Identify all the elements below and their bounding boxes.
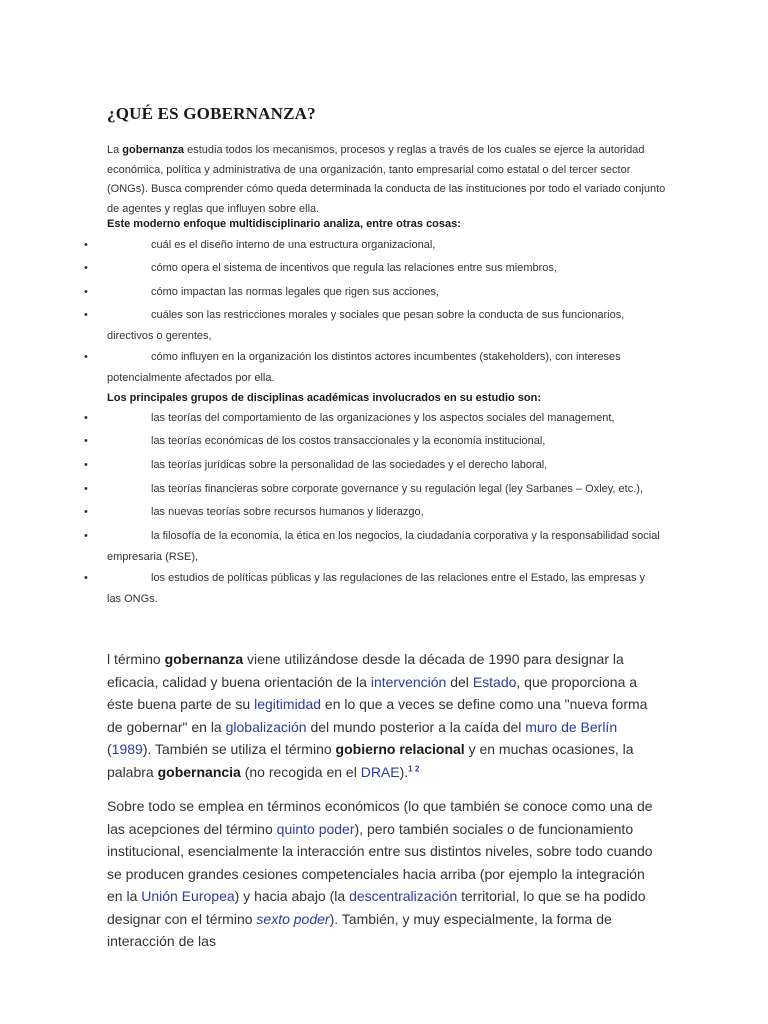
bullet-icon: •: [84, 351, 88, 363]
bullet-icon: •: [84, 572, 88, 584]
list-item: • cuál es el diseño interno de una estructura organizacional,: [0, 235, 768, 256]
bullet-icon: •: [84, 459, 88, 471]
list-item: • las teorías del comportamiento de las organizaciones y los aspectos sociales del management,: [0, 408, 768, 429]
link-drae[interactable]: DRAE: [360, 763, 400, 780]
bullet-icon: •: [84, 530, 88, 542]
bullet-icon: •: [84, 262, 88, 274]
section-heading-enfoque: Este moderno enfoque multidisciplinario analiza, entre otras cosas:: [107, 218, 461, 230]
list-item: • las teorías jurídicas sobre la personalidad de las sociedades y el derecho laboral,: [0, 455, 768, 476]
term-gobernanza: gobernanza: [164, 651, 244, 667]
list-item: • cuáles son las restricciones morales y sociales que pesan sobre la conducta de sus funcionarios, directivos o gerentes,: [0, 305, 768, 346]
link-estado[interactable]: Estado: [472, 673, 517, 690]
list-item: • las teorías financieras sobre corporate governance y su regulación legal (ley Sarbanes – Oxley, etc.),: [0, 479, 768, 500]
link-descentralizacion[interactable]: descentralización: [349, 888, 458, 904]
term-gobernancia: gobernancia: [157, 763, 241, 780]
link-1989[interactable]: 1989: [111, 741, 143, 757]
gobernanza-paragraph: l término gobernanza viene utilizándose desde la década de 1990 para designar la eficacia, calidad y buena orientación de la intervención del Estado, que proporciona a éste buena parte de su legitimidad en lo que a veces se define como una "nueva forma de gobernar" en la globalización del mundo posterior a la caída del muro de Berlín (1989). También se utiliza el término gobierno relacional y en muchas ocasiones, la palabra gobernancia (no recogida en el DRAE).$^{1 2}$: [107, 651, 648, 780]
link-intervencion[interactable]: intervención: [370, 673, 447, 690]
link-muro-de-berlin[interactable]: muro de Berlín: [525, 718, 618, 735]
bullet-icon: •: [84, 506, 88, 518]
list-item: • la filosofía de la economía, la ética en los negocios, la ciudadanía corporativa y la responsabilidad social empresaria (RSE),: [0, 526, 768, 567]
link-union-europea[interactable]: Unión Europea: [141, 888, 235, 904]
bullet-icon: •: [84, 286, 88, 298]
bullet-icon: •: [84, 435, 88, 447]
reference-footnotes[interactable]: 1 2: [408, 763, 420, 773]
bullet-icon: •: [84, 239, 88, 251]
bullet-icon: •: [84, 483, 88, 495]
link-quinto-poder[interactable]: quinto poder: [276, 820, 355, 837]
list-item: • las nuevas teorías sobre recursos humanos y liderazgo,: [0, 502, 768, 523]
link-sexto-poder[interactable]: sexto poder: [256, 910, 330, 927]
intro-paragraph: La gobernanza estudia todos los mecanismos, procesos y reglas a través de los cuales se ejerce la autoridad económica, política y administrativa de una organización, tanto empresarial como estatal o del tercer sector (ONGs). Busca comprender cómo queda determinada la conducta de las instituciones por todo el variado conjunto de agentes y reglas que influyen sobre ella.: [107, 144, 666, 215]
link-globalizacion[interactable]: globalización: [225, 718, 307, 735]
link-legitimidad[interactable]: legitimidad: [254, 696, 322, 712]
list-item: • los estudios de políticas públicas y las regulaciones de las relaciones entre el Estado, las empresas y las ONGs.: [0, 568, 768, 609]
economic-usage-paragraph: Sobre todo se emplea en términos económicos (lo que también se conoce como una de las acepciones del término quinto poder), pero también sociales o de funcionamiento institucional, esencialmente la interacción entre sus distintos niveles, sobre todo cuando se producen grandes cesiones competenciales hacia arriba (por ejemplo la integración en la Unión Europea) y hacia abajo (la descentralización territorial, lo que se ha podido designar con el término sexto poder). También, y muy especialmente, la forma de interacción de las: [107, 798, 653, 949]
list-item: • las teorías económicas de los costos transaccionales y la economía institucional,: [0, 431, 768, 452]
term-gobernanza: gobernanza: [122, 144, 185, 156]
list-item: • cómo influyen en la organización los distintos actores incumbentes (stakeholders), con intereses potencialmente afectados por ella.: [0, 347, 768, 388]
list-item: • cómo impactan las normas legales que rigen sus acciones,: [0, 282, 768, 303]
bullet-icon: •: [84, 309, 88, 321]
list-item: • cómo opera el sistema de incentivos que regula las relaciones entre sus miembros,: [0, 258, 768, 279]
page-title: ¿QUÉ ES GOBERNANZA?: [107, 104, 316, 123]
bullet-icon: •: [84, 412, 88, 424]
section-heading-disciplinas: Los principales grupos de disciplinas académicas involucrados en su estudio son:: [107, 392, 542, 404]
term-gobierno-relacional: gobierno relacional: [335, 741, 465, 757]
